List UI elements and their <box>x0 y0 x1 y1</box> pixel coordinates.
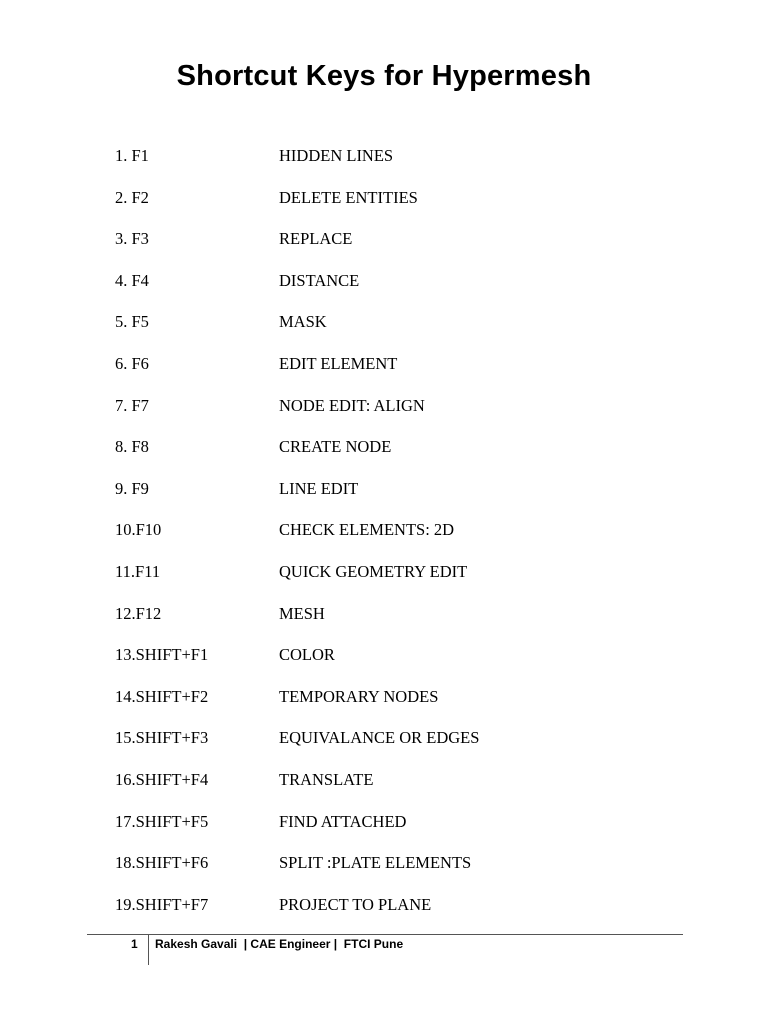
shortcut-action: TEMPORARY NODES <box>279 686 439 706</box>
shortcut-row <box>115 395 675 437</box>
shortcut-key: 11.F11 <box>115 561 161 581</box>
shortcut-row <box>115 852 675 894</box>
shortcut-row <box>115 603 675 645</box>
shortcut-action: FIND ATTACHED <box>279 811 407 831</box>
footer-separator <box>148 935 149 965</box>
shortcut-row <box>115 270 675 312</box>
shortcut-row <box>115 727 675 769</box>
shortcut-row <box>115 519 675 561</box>
shortcut-row <box>115 311 675 353</box>
shortcut-action: EQUIVALANCE OR EDGES <box>279 728 480 748</box>
shortcut-row <box>115 436 675 478</box>
shortcut-action: CHECK ELEMENTS: 2D <box>279 520 455 540</box>
shortcut-key: 18.SHIFT+F6 <box>115 853 209 873</box>
shortcut-row <box>115 644 675 686</box>
shortcut-action: TRANSLATE <box>279 769 374 789</box>
shortcut-key: 15.SHIFT+F3 <box>115 728 209 748</box>
shortcut-key: 7. F7 <box>115 395 149 415</box>
shortcut-action: MESH <box>279 603 325 623</box>
shortcut-key: 12.F12 <box>115 603 162 623</box>
shortcut-action: DISTANCE <box>279 270 360 290</box>
shortcut-key: 10.F10 <box>115 520 162 540</box>
shortcut-action: LINE EDIT <box>279 478 359 498</box>
shortcut-action: MASK <box>279 312 327 332</box>
footer-page-number: 1 <box>131 937 138 951</box>
shortcut-key: 1. F1 <box>115 146 149 165</box>
shortcut-action: EDIT ELEMENT <box>279 353 398 373</box>
shortcut-list <box>115 145 675 935</box>
shortcut-action: CREATE NODE <box>279 437 392 457</box>
footer-author-text: Rakesh Gavali | CAE Engineer | FTCI Pune <box>155 937 404 951</box>
shortcut-key: 2. F2 <box>115 187 149 207</box>
shortcut-row <box>115 769 675 811</box>
shortcut-row <box>115 894 675 936</box>
page-title: Shortcut Keys for Hypermesh <box>176 60 592 92</box>
shortcut-key: 16.SHIFT+F4 <box>115 769 209 789</box>
shortcut-action: QUICK GEOMETRY EDIT <box>279 561 468 581</box>
shortcut-key: 8. F8 <box>115 437 149 457</box>
shortcut-row <box>115 561 675 603</box>
shortcut-action: REPLACE <box>279 229 353 249</box>
shortcut-row <box>115 478 675 520</box>
shortcut-key: 6. F6 <box>115 353 149 373</box>
shortcut-action: SPLIT :PLATE ELEMENTS <box>279 853 472 873</box>
shortcut-action: COLOR <box>279 645 335 665</box>
shortcut-action: HIDDEN LINES <box>279 146 394 165</box>
shortcut-row <box>115 686 675 728</box>
shortcut-key: 5. F5 <box>115 312 149 332</box>
shortcut-row <box>115 187 675 229</box>
shortcut-row <box>115 353 675 395</box>
shortcut-action: DELETE ENTITIES <box>279 187 418 207</box>
footer-divider <box>87 934 683 935</box>
shortcut-key: 14.SHIFT+F2 <box>115 686 209 706</box>
shortcut-row <box>115 811 675 853</box>
shortcut-key: 3. F3 <box>115 229 149 249</box>
shortcut-row <box>115 228 675 270</box>
shortcut-key: 9. F9 <box>115 478 149 498</box>
shortcut-action: PROJECT TO PLANE <box>279 894 432 914</box>
shortcut-key: 13.SHIFT+F1 <box>115 645 209 665</box>
shortcut-key: 17.SHIFT+F5 <box>115 811 209 831</box>
shortcut-action: NODE EDIT: ALIGN <box>279 395 425 415</box>
shortcut-key: 19.SHIFT+F7 <box>115 894 209 914</box>
shortcut-row <box>115 145 675 187</box>
shortcut-key: 4. F4 <box>115 270 149 290</box>
